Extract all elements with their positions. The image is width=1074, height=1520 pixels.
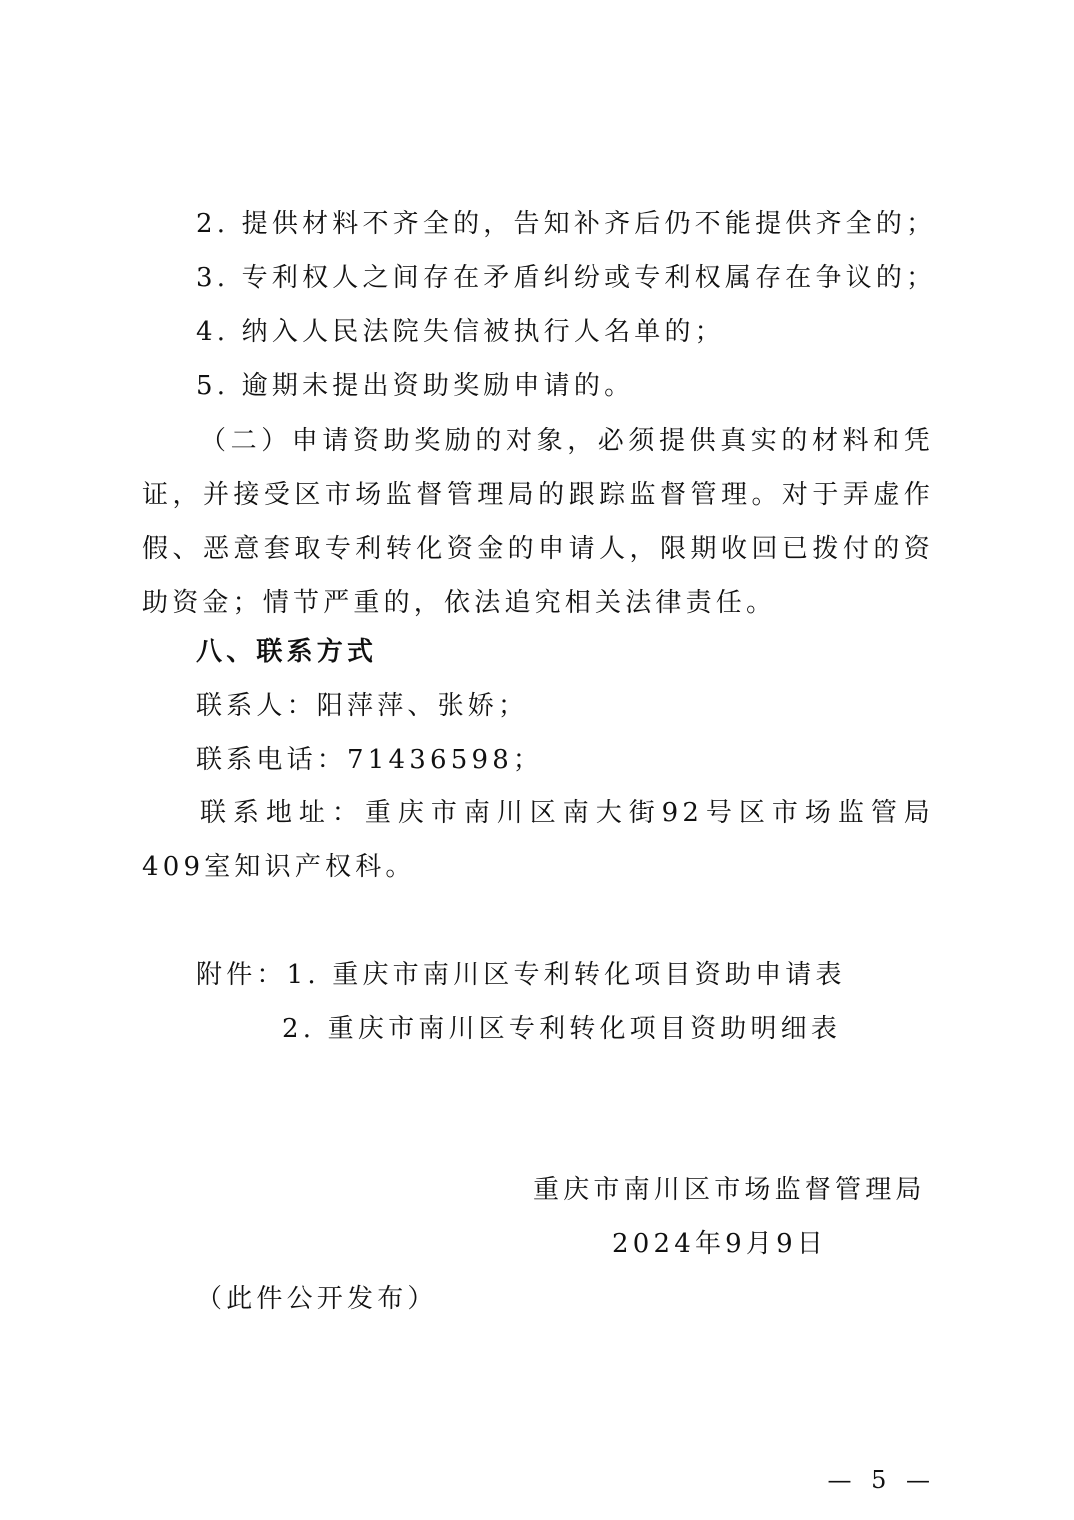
- publication-note: （此件公开发布）: [196, 1284, 438, 1314]
- contact-phone: 联系电话：71436598；: [196, 745, 544, 775]
- page-number: — 5 —: [827, 1466, 936, 1494]
- paragraph-item-2: （二）申请资助奖励的对象，必须提供真实的材料和凭证，并接受区市场监督管理局的跟踪监督管理。对于弄虚作假、恶意套取专利转化资金的申请人，限期收回已拨付的资助资金；情节严重的，依法追究相关法律责任。: [142, 426, 934, 618]
- signature-organization: 重庆市南川区市场监督管理局: [533, 1175, 926, 1205]
- contact-person: 联系人：阳萍萍、张娇；: [196, 691, 529, 721]
- signature-date: 2024年9月9日: [612, 1229, 828, 1259]
- section-heading: 八、联系方式: [196, 637, 378, 667]
- list-item-2: 2. 提供材料不齐全的，告知补齐后仍不能提供齐全的；: [196, 209, 937, 239]
- attachment-item-2: 2. 重庆市南川区专利转化项目资助明细表: [282, 1014, 842, 1044]
- list-item-3: 3. 专利权人之间存在矛盾纠纷或专利权属存在争议的；: [196, 263, 937, 293]
- contact-address: 联系地址：重庆市南川区南大街92号区市场监管局409室知识产权科。: [142, 798, 934, 882]
- attachment-item-1: 附件：1. 重庆市南川区专利转化项目资助申请表: [196, 960, 846, 990]
- list-item-5: 5. 逾期未提出资助奖励申请的。: [196, 371, 635, 401]
- list-item-4: 4. 纳入人民法院失信被执行人名单的；: [196, 317, 725, 347]
